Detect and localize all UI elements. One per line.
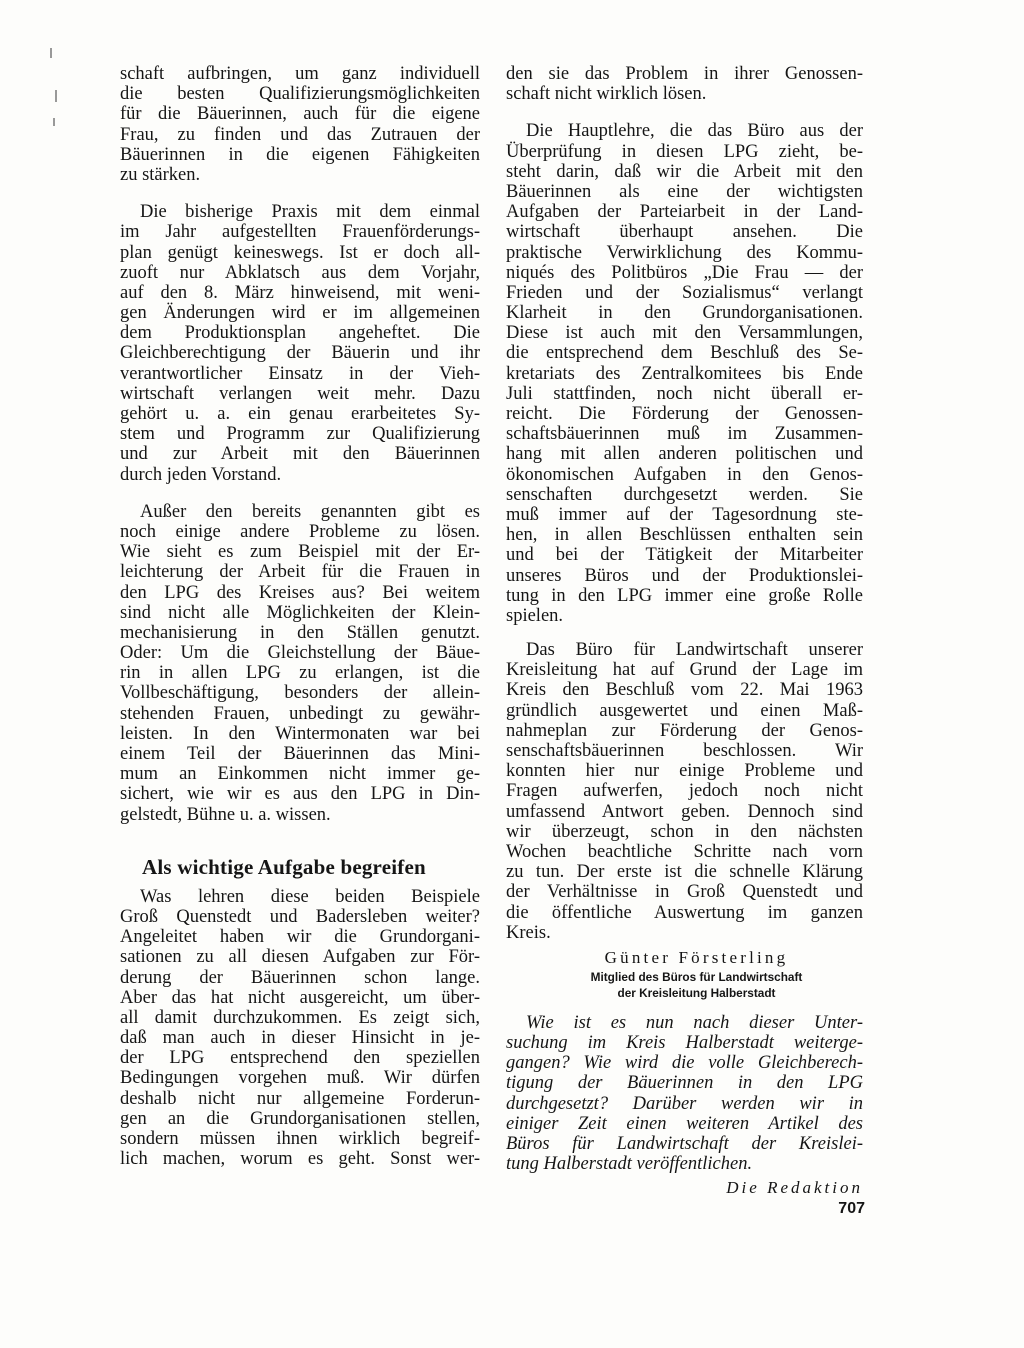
text-line: Die bisherige Praxis mit dem einmal [140, 202, 480, 223]
text-line: der LPG entsprechend den speziellen [120, 1048, 480, 1069]
text-line: noch einige andere Probleme zu lösen. [120, 521, 480, 542]
text-line: durchgesetzt? Darüber werden wir in [506, 1093, 863, 1114]
text-line: sondern müssen ihnen wirklich begreif- [120, 1129, 480, 1149]
right-paragraph-1 [506, 64, 863, 104]
text-line: verantwortlicher Einsatz in der Vieh- [120, 363, 480, 384]
text-line: Klarheit in den Grundorganisationen. [506, 303, 863, 324]
text-line: nahmeplan zur Förderung der Genos- [506, 720, 863, 741]
text-line: Gleichberechtigung der Bäuerin und ihr [120, 343, 480, 364]
author-affiliation-line: der Kreisleitung Halberstadt [617, 985, 776, 1000]
text-line: gen Änderungen wird er im allgemeinen [120, 303, 480, 324]
text-line: hen, in allen Beschlüssen enthalten sein [506, 525, 863, 546]
text-line: den LPG des Kreises aus? Bei weitem [120, 582, 480, 603]
right-paragraph-3 [506, 640, 863, 943]
text-line: zu tun. Der erste ist die schnelle Klärung [506, 862, 863, 883]
text-line: plan genügt keineswegs. Ist er doch all- [120, 242, 480, 263]
text-line: Angeleitet haben wir die Grundorgani- [120, 927, 480, 948]
text-line: Fragen aufwerfen, jedoch noch nicht [506, 781, 863, 802]
text-line: deshalb nicht nur allgemeine Forderun- [120, 1088, 480, 1109]
text-line: einem Teil der Bäuerinnen das Mini- [120, 744, 480, 764]
text-line: die entsprechend dem Beschluß des Se- [506, 343, 863, 364]
text-line: die öffentliche Auswertung im ganzen [506, 902, 863, 923]
text-line: Kreis. [506, 922, 551, 943]
text-line: rin in allen LPG zu erlangen, ist die [120, 663, 480, 684]
scan-margin-mark [55, 90, 57, 102]
text-line: Kreisleitung hat auf Grund der Lage im [506, 660, 863, 681]
text-line: gen an die Grundorganisationen stellen, [120, 1108, 480, 1129]
text-line: im Jahr aufgestellten Frauenförderungs- [120, 222, 480, 243]
text-line: Bäuerinnen in die eigenen Fähigkeiten [120, 144, 480, 165]
scan-margin-mark [53, 118, 55, 126]
text-line: für die Bäuerinnen, auch für die eigene [120, 104, 480, 125]
left-paragraph-2 [120, 202, 480, 485]
text-line: zu stärken. [120, 164, 201, 185]
text-line: senschaftsbäuerinnen beschlossen. Wir [506, 741, 863, 761]
text-line: Das Büro für Landwirtschaft unserer [526, 640, 863, 661]
text-line: den sie das Problem in ihrer Genossen- [506, 64, 863, 84]
text-line: lich machen, worum es geht. Sonst wer- [120, 1149, 480, 1170]
text-line: all damit durchzukommen. Es zeigt sich, [120, 1007, 480, 1028]
text-line: die besten Qualifizierungsmöglichkeiten [120, 84, 480, 105]
right-paragraph-2 [506, 121, 863, 626]
text-line: Diese ist auch mit den Versammlungen, [506, 323, 863, 344]
text-line: senschaften durchgesetzt werden. Sie [506, 484, 863, 505]
scan-margin-mark [50, 48, 52, 58]
text-line: wirtschaft verlangen weit mehr. Dazu [120, 383, 480, 404]
text-line: konnten hier nur einige Probleme und [506, 761, 863, 782]
text-line: spielen. [506, 605, 564, 626]
text-line: daß man auch in dieser Hinsicht in je- [120, 1028, 480, 1049]
text-line: Aber das hat nicht ausgereicht, um über- [120, 987, 480, 1008]
page-number: 707 [838, 1200, 865, 1217]
text-line: wirtschaft überhaupt ansehen. Die [506, 222, 863, 243]
text-line: unseres Büros und der Produktionslei- [506, 565, 863, 586]
text-line: Frau, zu finden und das Zutrauen der [120, 124, 480, 145]
text-line: mechanisierung in den Ställen genutzt. [120, 622, 480, 643]
author-affiliation-line: Mitglied des Büros für Landwirtschaft [590, 969, 803, 984]
text-line: gelstedt, Bühne u. a. wissen. [120, 804, 331, 825]
text-line: dem Produktionsplan angeheftet. Die [120, 323, 480, 344]
text-line: stehenden Frauen, unbedingt zu gewähr- [120, 703, 480, 724]
author-name: Günter Försterling [604, 947, 789, 967]
text-line: Oder: Um die Gleichstellung der Bäue- [120, 643, 480, 664]
text-line: suchung im Kreis Halberstadt weiterge- [506, 1033, 863, 1054]
text-line: und bei der Tätigkeit der Mitarbeiter [506, 545, 863, 566]
text-line: Bäuerinnen als eine der wichtigsten [506, 181, 863, 202]
text-line: gehört u. a. ein genau erarbeitetes Sy- [120, 404, 480, 424]
text-line: Wie ist es nun nach dieser Unter- [526, 1012, 863, 1033]
text-line: praktische Verwirklichung des Kommu- [506, 242, 863, 263]
text-line: Wochen beachtliche Schritte nach vorn [506, 841, 863, 862]
text-line: durch jeden Vorstand. [120, 464, 282, 485]
text-line: gangen? Wie wird die volle Gleichberech- [506, 1053, 863, 1074]
right-column [506, 64, 863, 1200]
text-line: kretariats des Zentralkomitees bis Ende [506, 363, 863, 384]
left-paragraph-4 [120, 887, 480, 1170]
text-line: schaft nicht wirklich lösen. [506, 84, 707, 105]
text-line: steht darin, daß wir die Arbeit mit den [506, 161, 863, 182]
text-line: Bedingungen vorgehen muß. Wir dürfen [120, 1068, 480, 1089]
text-line: stem und Programm zur Qualifizierung [120, 424, 480, 445]
left-paragraph-1 [120, 64, 480, 185]
text-line: schaft aufbringen, um ganz individuell [120, 64, 480, 84]
text-line: zuoft nur Abklatsch aus dem Vorjahr, [120, 262, 480, 283]
text-line: leisten. In den Wintermonaten war bei [120, 723, 480, 744]
text-line: tung in den LPG immer eine große Rolle [506, 585, 863, 606]
text-line: Außer den bereits genannten gibt es [140, 501, 480, 522]
text-line: leichterung der Arbeit für die Frauen in [120, 562, 480, 583]
text-line: sind nicht alle Möglichkeiten der Klein- [120, 602, 480, 623]
text-line: Überprüfung in diesen LPG zieht, be- [506, 141, 863, 162]
text-line: niqués des Politbüros „Die Frau — der [506, 262, 863, 283]
text-line: Kreis den Beschluß vom 22. Mai 1963 [506, 680, 863, 701]
text-line: mum an Einkommen nicht immer ge- [120, 764, 480, 785]
text-line: sationen zu all diesen Aufgaben zur För- [120, 947, 480, 968]
text-line: Juli stattfinden, noch nicht überall er- [506, 383, 863, 404]
text-line: sichert, wie wir es aus den LPG in Din- [120, 784, 480, 805]
text-line: derung der Bäuerinnen schon lange. [120, 967, 480, 988]
text-line: muß immer auf der Tagesordnung ste- [506, 504, 863, 525]
text-line: Vollbeschäftigung, besonders der allein- [120, 683, 480, 704]
text-line: tung Halberstadt veröffentlichen. [506, 1154, 753, 1175]
text-line: Was lehren diese beiden Beispiele [140, 886, 480, 907]
section-heading: Als wichtige Aufgabe begreifen [142, 854, 426, 879]
text-line: Wie sieht es zum Beispiel mit der Er- [120, 542, 480, 563]
text-line: umfassend Antwort geben. Dennoch sind [506, 801, 863, 822]
text-line: hang mit allen anderen politischen und [506, 444, 863, 465]
editor-note [506, 1013, 863, 1175]
text-line: tigung der Bäuerinnen in den LPG [506, 1073, 863, 1094]
editor-signature: Die Redaktion [726, 1178, 863, 1198]
text-line: und zur Arbeit mit den Bäuerinnen [120, 444, 480, 465]
text-line: ökonomischen Aufgaben in den Genos- [506, 464, 863, 485]
text-line: auf den 8. März hinweisend, mit weni- [120, 282, 480, 303]
text-line: wir überzeugt, schon in den nächsten [506, 821, 863, 842]
text-line: schaftsbäuerinnen muß im Zusammen- [506, 424, 863, 445]
text-line: einiger Zeit einen weiteren Artikel des [506, 1113, 863, 1134]
text-line: Frieden und der Sozialismus“ verlangt [506, 282, 863, 303]
left-paragraph-3 [120, 502, 480, 825]
left-column [120, 64, 480, 1169]
text-line: gründlich ausgewertet und einen Maß- [506, 700, 863, 721]
text-line: reicht. Die Förderung der Genossen- [506, 404, 863, 424]
text-line: Büros für Landwirtschaft der Kreislei- [506, 1134, 863, 1154]
text-line: Aufgaben der Parteiarbeit in der Land- [506, 202, 863, 223]
text-line: Die Hauptlehre, die das Büro aus der [526, 121, 863, 142]
text-line: der Verhältnisse in Groß Quenstedt und [506, 882, 863, 903]
text-line: Groß Quenstedt und Badersleben weiter? [120, 906, 480, 927]
